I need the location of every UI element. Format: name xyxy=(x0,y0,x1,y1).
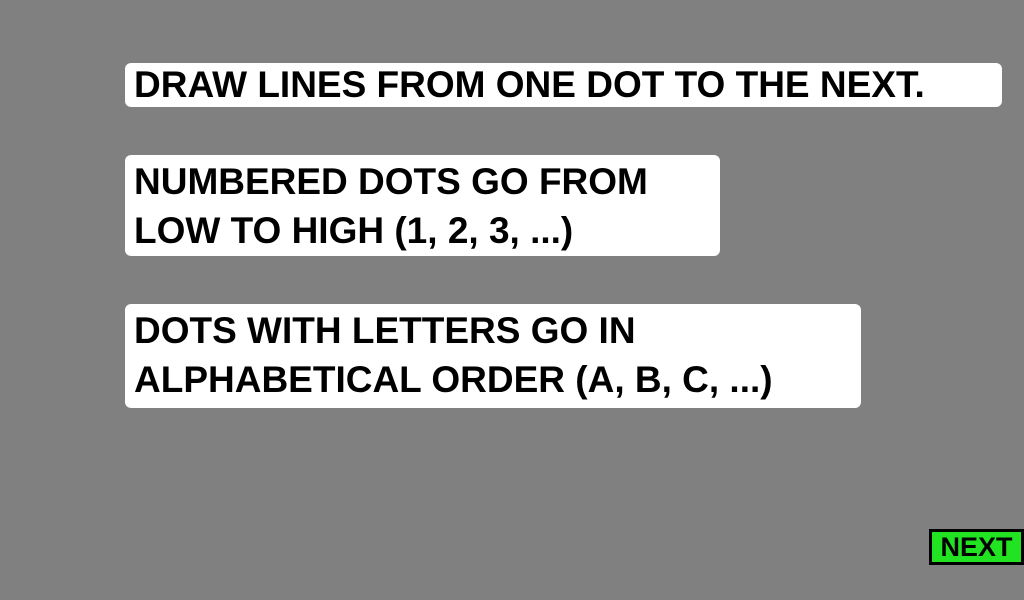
instruction-text-line: ALPHABETICAL ORDER (A, B, C, ...) xyxy=(134,359,773,400)
instruction-panel-3 xyxy=(125,304,861,408)
instruction-text-line: DRAW LINES FROM ONE DOT TO THE NEXT. xyxy=(134,64,925,105)
instruction-text-line: LOW TO HIGH (1, 2, 3, ...) xyxy=(134,210,574,251)
instruction-panel-2 xyxy=(125,155,720,256)
instruction-text-line: DOTS WITH LETTERS GO IN xyxy=(134,310,636,351)
next-button[interactable]: NEXT xyxy=(929,529,1024,565)
instruction-text-line: NUMBERED DOTS GO FROM xyxy=(134,161,648,202)
instruction-panel-1 xyxy=(125,63,1002,107)
